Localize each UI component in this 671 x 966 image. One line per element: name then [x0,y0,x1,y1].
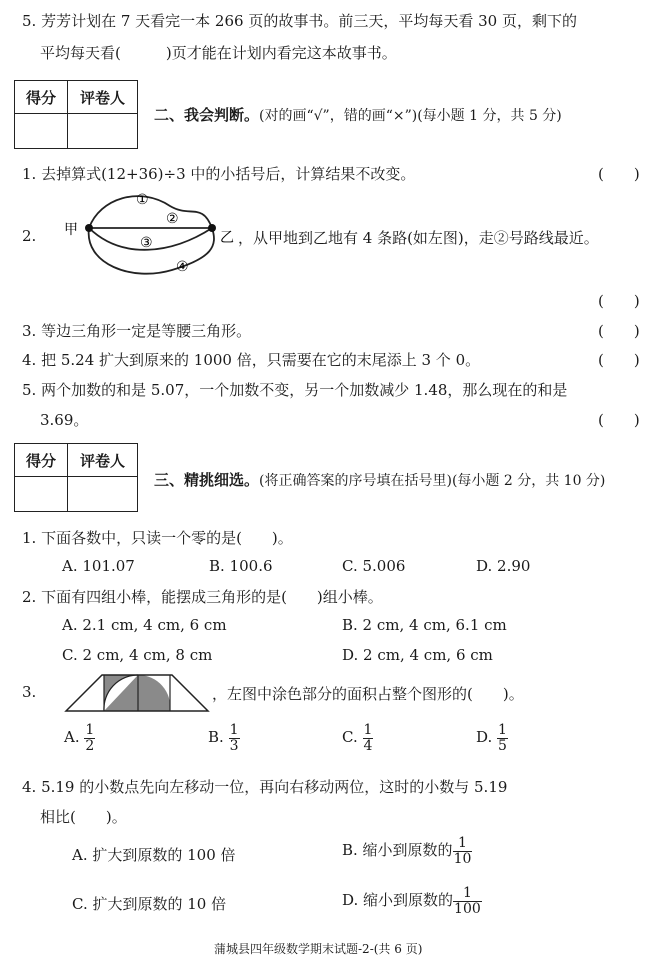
denominator: 10 [453,850,472,867]
numerator: 1 [229,722,239,738]
option-a[interactable] [64,723,95,753]
numerator: 1 [453,836,473,852]
judgement-question-3: 3. 等边三角形一定是等腰三角形。 [22,322,252,340]
option-a[interactable]: A. 扩大到原数的 100 倍 [72,846,236,864]
option-a[interactable]: A. 101.07 [62,557,135,575]
denominator: 100 [454,900,481,917]
option-text: D. 缩小到原数的 [342,891,454,910]
judgement-question-5: 5. 两个加数的和是 5.07，一个加数不变，另一个加数减少 1.48，那么现在的和是 [22,381,568,399]
route-1 [89,196,212,228]
option-c[interactable]: C. 扩大到原数的 10 倍 [72,895,227,913]
numerator: 1 [85,722,95,738]
fraction [229,723,240,753]
option-label: D. [476,728,493,747]
page-footer: 蒲城县四年级数学期末试题-2-(共 6 页) [214,942,423,956]
numerator: 1 [453,886,482,902]
route-label-4: ④ [176,259,189,275]
judgement-question-2: ，从甲地到乙地有 4 条路(如左图)，走②号路线最近。 [238,229,599,247]
grader-cell[interactable] [68,477,138,512]
denominator: 3 [229,737,239,754]
choice-question-4-cont: 相比( )。 [40,808,127,826]
fraction [453,836,473,866]
option-c[interactable]: C. 5.006 [342,557,406,575]
option-c[interactable] [342,723,373,753]
fraction [363,723,374,753]
score-cell[interactable] [15,477,68,512]
section-instruction: (将正确答案的序号填在括号里)(每小题 2 分，共 10 分) [259,473,606,489]
question-text: 5. 芳芳计划在 7 天看完一本 266 页的故事书。前三天，平均每天看 30 页，剩下的 [22,12,577,30]
option-b[interactable]: B. 2 cm, 4 cm, 6.1 cm [342,616,507,634]
judgement-question-5-cont: 3.69。 [40,411,89,429]
route-label-2: ② [166,211,179,227]
section-instruction: (对的画“√”，错的画“×”)(每小题 1 分，共 5 分) [259,108,562,124]
fraction [84,723,95,753]
route-label-1: ① [136,192,149,208]
answer-paren[interactable]: ( ) [598,411,640,429]
numerator: 1 [498,722,507,738]
route-diagram [62,188,242,280]
choice-question-1: 1. 下面各数中，只读一个零的是( )。 [22,529,293,547]
answer-paren[interactable]: ( ) [598,165,640,183]
answer-paren[interactable]: ( ) [598,292,640,310]
start-label: 甲 [64,222,78,238]
fraction [453,886,482,916]
trapezoid-figure [64,673,210,713]
section-2-header [154,104,562,125]
judgement-question-2-number: 2. [22,227,37,245]
score-box [14,443,138,512]
numerator: 1 [363,722,373,738]
score-box [14,80,138,149]
answer-paren[interactable]: ( ) [598,322,640,340]
score-label: 得分 [15,444,68,477]
score-label: 得分 [15,81,68,114]
option-d[interactable]: D. 2.90 [476,557,531,575]
route-label-3: ③ [140,235,153,251]
grader-cell[interactable] [68,114,138,149]
option-d[interactable] [342,886,482,916]
option-b[interactable]: B. 100.6 [209,557,273,575]
option-b[interactable] [342,836,472,866]
fraction [497,723,508,753]
option-d[interactable]: D. 2 cm, 4 cm, 6 cm [342,646,493,664]
denominator: 5 [498,737,507,754]
section-heading: 二、我会判断。 [154,106,260,124]
option-c[interactable]: C. 2 cm, 4 cm, 8 cm [62,646,213,664]
choice-question-3-number: 3. [22,683,37,701]
section-heading: 三、精挑细选。 [154,471,260,489]
judgement-question-4: 4. 把 5.24 扩大到原来的 1000 倍，只需要在它的末尾添上 3 个 0。 [22,351,481,369]
choice-question-3: ，左图中涂色部分的面积占整个图形的( )。 [212,685,524,703]
question-text: 平均每天看( )页才能在计划内看完这本故事书。 [40,44,397,62]
option-text: B. 缩小到原数的 [342,841,453,860]
option-b[interactable] [208,723,240,753]
start-point [85,224,93,232]
choice-question-2: 2. 下面有四组小棒，能摆成三角形的是( )组小棒。 [22,588,383,606]
answer-paren[interactable]: ( ) [598,351,640,369]
choice-question-4: 4. 5.19 的小数点先向左移动一位，再向右移动两位，这时的小数与 5.19 [22,778,508,796]
end-label: 乙 [220,230,234,246]
score-cell[interactable] [15,114,68,149]
section-3-header [154,469,605,490]
option-label: B. [208,728,224,747]
option-label: A. [64,728,80,747]
denominator: 4 [363,737,373,754]
denominator: 2 [85,737,95,754]
grader-label: 评卷人 [68,444,138,477]
option-a[interactable]: A. 2.1 cm, 4 cm, 6 cm [62,616,227,634]
end-point [208,224,216,232]
option-label: C. [342,728,358,747]
grader-label: 评卷人 [68,81,138,114]
shaded-region [138,675,170,711]
option-d[interactable] [476,723,508,753]
judgement-question-1: 1. 去掉算式(12+36)÷3 中的小括号后，计算结果不改变。 [22,165,416,183]
